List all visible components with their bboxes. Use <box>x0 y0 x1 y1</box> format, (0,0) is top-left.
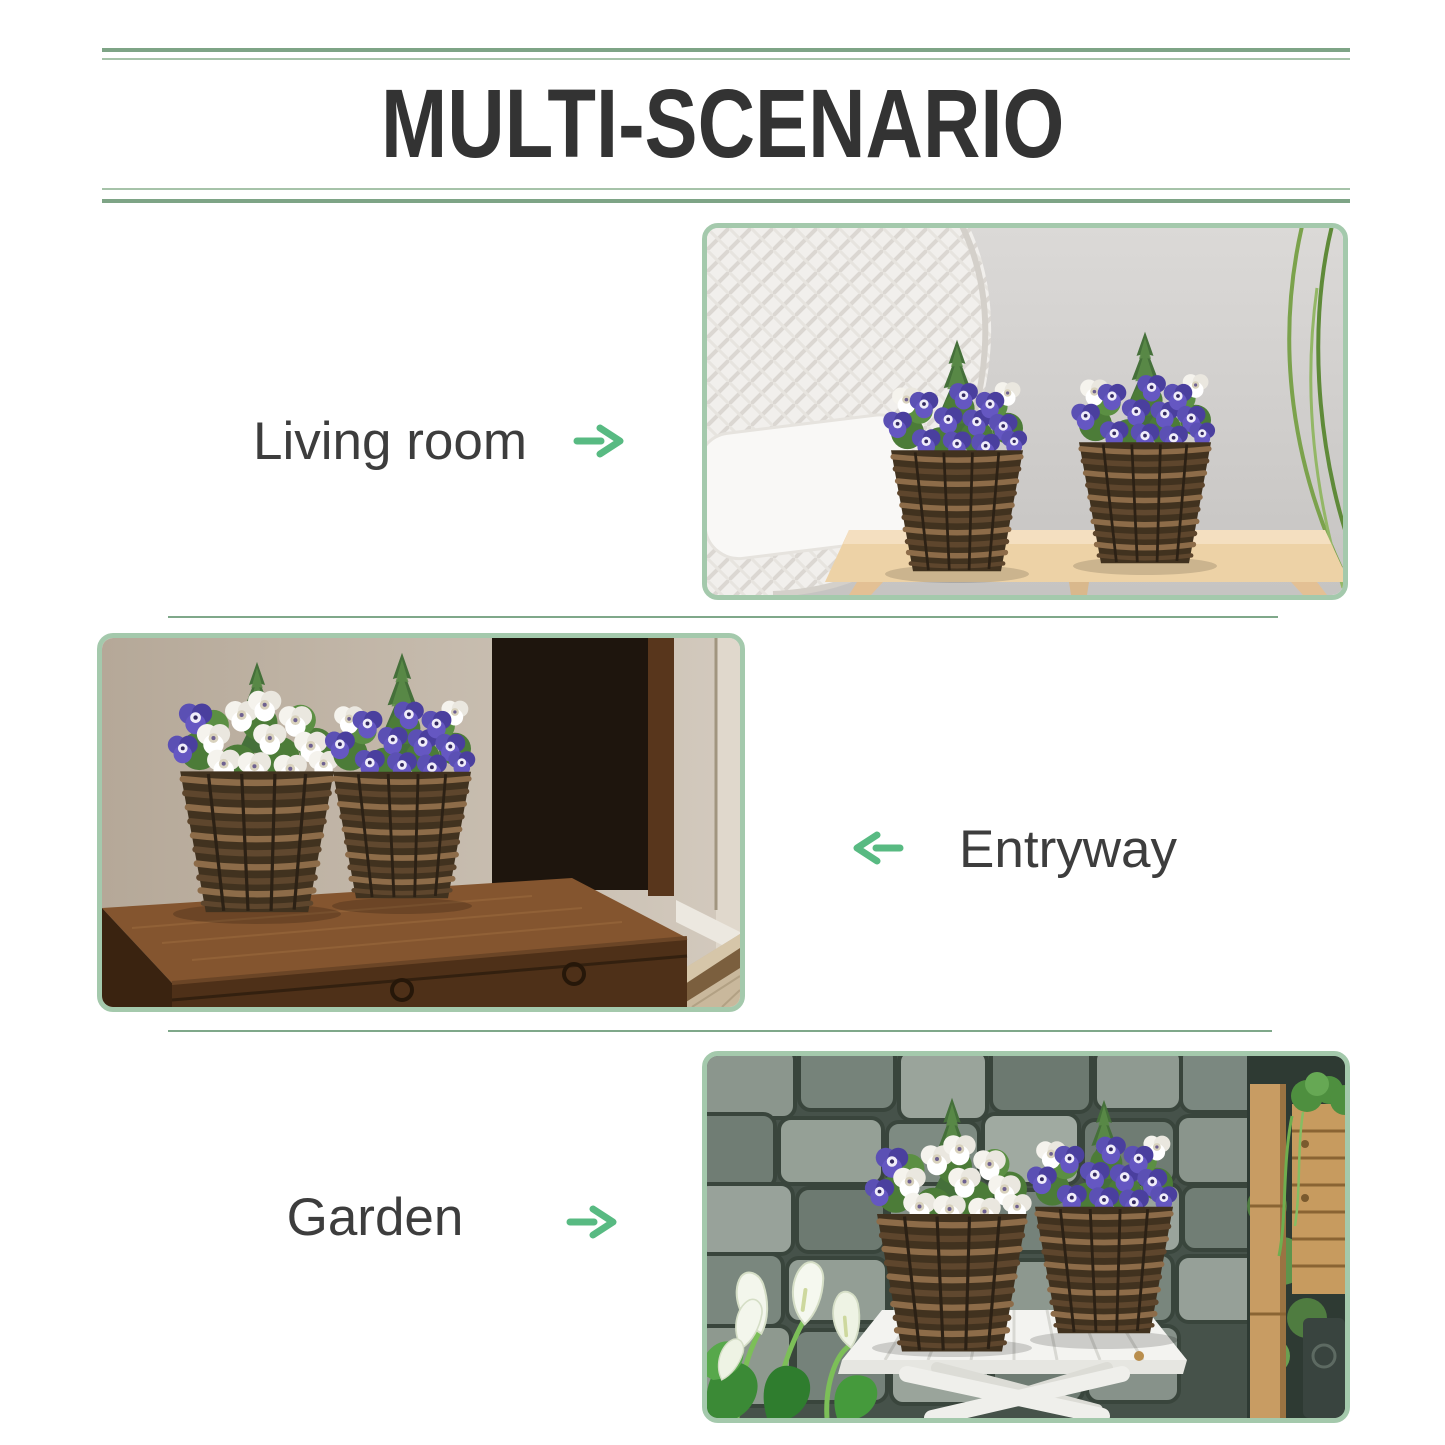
header-rule-top-thin <box>102 58 1350 60</box>
right-arrow-icon <box>573 424 625 458</box>
scene-label-garden: Garden <box>286 1188 464 1247</box>
right-arrow-icon <box>566 1205 618 1239</box>
scene-label-living-room: Living room <box>253 412 527 471</box>
living-room-photo <box>702 223 1348 600</box>
header-rule-bottom-thick <box>102 199 1350 203</box>
entryway-photo <box>97 633 745 1012</box>
header-rule-top-thick <box>102 48 1350 52</box>
scene-label-entryway: Entryway <box>959 820 1177 879</box>
section-divider <box>168 616 1278 618</box>
section-divider <box>168 1030 1272 1032</box>
page-title: MULTI-SCENARIO <box>380 69 1065 178</box>
header-rule-bottom-thin <box>102 188 1350 190</box>
garden-photo <box>702 1051 1350 1423</box>
